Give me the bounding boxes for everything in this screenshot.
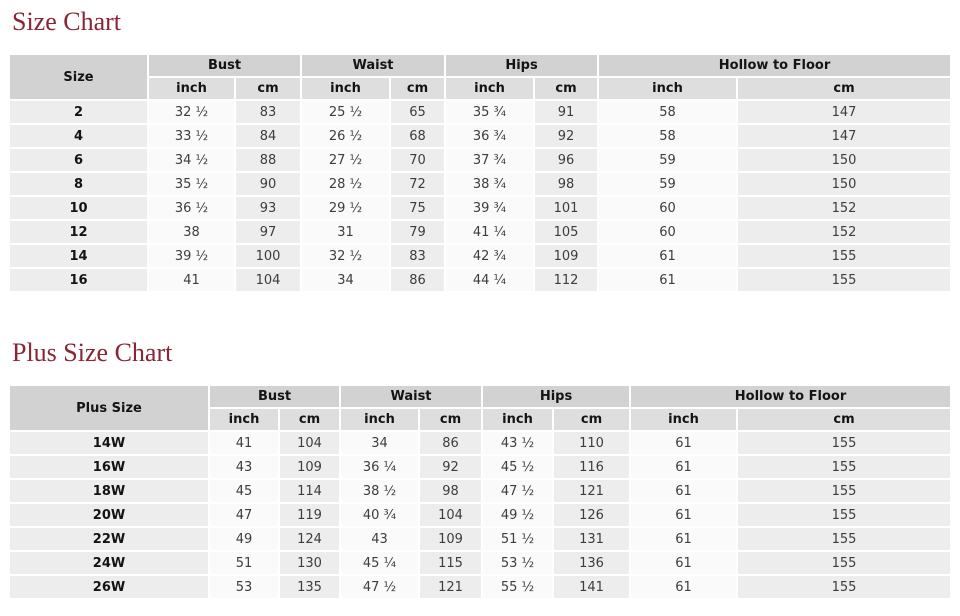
measurement-cell: 51 [210, 552, 278, 574]
size-id-cell: 16W [10, 456, 208, 478]
size-id-cell: 2 [10, 101, 147, 123]
size-id-cell: 22W [10, 528, 208, 550]
measurement-cell: 58 [599, 101, 736, 123]
measurement-cell: 152 [738, 221, 950, 243]
measurement-cell: 91 [535, 101, 597, 123]
table-row [10, 221, 950, 243]
size-id-cell: 14 [10, 245, 147, 267]
measure-group-header: Bust [149, 55, 300, 76]
measurement-cell: 38 ½ [341, 480, 418, 502]
size-id-cell: 12 [10, 221, 147, 243]
measurement-cell: 33 ½ [149, 125, 234, 147]
unit-header: cm [391, 78, 444, 99]
measurement-cell: 75 [391, 197, 444, 219]
measurement-cell: 124 [280, 528, 339, 550]
measurement-cell: 131 [554, 528, 629, 550]
size-chart-table-header [10, 55, 950, 99]
measurement-cell: 36 ½ [149, 197, 234, 219]
measurement-cell: 55 ½ [483, 576, 552, 598]
unit-header: cm [280, 409, 339, 430]
measurement-cell: 104 [420, 504, 481, 526]
measurement-cell: 155 [738, 552, 950, 574]
table-row [10, 456, 950, 478]
unit-header: inch [302, 78, 389, 99]
measurement-cell: 86 [391, 269, 444, 291]
measurement-cell: 105 [535, 221, 597, 243]
size-id-cell: 6 [10, 149, 147, 171]
size-id-cell: 26W [10, 576, 208, 598]
measurement-cell: 83 [391, 245, 444, 267]
measurement-cell: 109 [420, 528, 481, 550]
size-id-cell: 18W [10, 480, 208, 502]
measurement-cell: 29 ½ [302, 197, 389, 219]
measure-group-header: Hips [483, 386, 629, 407]
size-id-cell: 24W [10, 552, 208, 574]
unit-header: cm [738, 409, 950, 430]
header-group-row [10, 55, 950, 76]
measurement-cell: 26 ½ [302, 125, 389, 147]
measurement-cell: 40 ¾ [341, 504, 418, 526]
measurement-cell: 93 [236, 197, 300, 219]
measurement-cell: 121 [420, 576, 481, 598]
measurement-cell: 109 [280, 456, 339, 478]
measurement-cell: 152 [738, 197, 950, 219]
measurement-cell: 25 ½ [302, 101, 389, 123]
measurement-cell: 79 [391, 221, 444, 243]
unit-header: cm [535, 78, 597, 99]
measurement-cell: 61 [599, 269, 736, 291]
measurement-cell: 38 ¾ [446, 173, 533, 195]
unit-header: cm [420, 409, 481, 430]
measurement-cell: 42 ¾ [446, 245, 533, 267]
measure-group-header: Waist [302, 55, 444, 76]
measurement-cell: 155 [738, 528, 950, 550]
measurement-cell: 97 [236, 221, 300, 243]
header-unit-row [10, 78, 950, 99]
id-column-header: Plus Size [10, 386, 208, 430]
measurement-cell: 141 [554, 576, 629, 598]
measurement-cell: 155 [738, 432, 950, 454]
measurement-cell: 86 [420, 432, 481, 454]
measurement-cell: 61 [631, 432, 736, 454]
measurement-cell: 47 ½ [341, 576, 418, 598]
measurement-cell: 109 [535, 245, 597, 267]
unit-header: inch [483, 409, 552, 430]
measurement-cell: 84 [236, 125, 300, 147]
unit-header: cm [236, 78, 300, 99]
measurement-cell: 92 [535, 125, 597, 147]
unit-header: inch [149, 78, 234, 99]
unit-header: cm [738, 78, 950, 99]
measurement-cell: 35 ¾ [446, 101, 533, 123]
measure-group-header: Hips [446, 55, 597, 76]
table-row [10, 197, 950, 219]
measurement-cell: 92 [420, 456, 481, 478]
measurement-cell: 155 [738, 456, 950, 478]
measurement-cell: 34 [302, 269, 389, 291]
measurement-cell: 43 ½ [483, 432, 552, 454]
size-id-cell: 16 [10, 269, 147, 291]
measurement-cell: 90 [236, 173, 300, 195]
size-id-cell: 20W [10, 504, 208, 526]
measurement-cell: 150 [738, 173, 950, 195]
measurement-cell: 36 ¼ [341, 456, 418, 478]
size-chart-title: Size Chart [12, 7, 122, 36]
table-row [10, 528, 950, 550]
unit-header: inch [599, 78, 736, 99]
measurement-cell: 44 ¼ [446, 269, 533, 291]
measurement-cell: 60 [599, 221, 736, 243]
measurement-cell: 83 [236, 101, 300, 123]
measurement-cell: 38 [149, 221, 234, 243]
measurement-cell: 36 ¾ [446, 125, 533, 147]
measurement-cell: 121 [554, 480, 629, 502]
measurement-cell: 49 [210, 528, 278, 550]
size-id-cell: 8 [10, 173, 147, 195]
measurement-cell: 98 [535, 173, 597, 195]
plus-size-chart-table-header [10, 386, 950, 430]
plus-size-chart-title: Plus Size Chart [12, 338, 173, 368]
measurement-cell: 59 [599, 173, 736, 195]
table-row [10, 504, 950, 526]
measurement-cell: 88 [236, 149, 300, 171]
measurement-cell: 65 [391, 101, 444, 123]
measurement-cell: 72 [391, 173, 444, 195]
measurement-cell: 68 [391, 125, 444, 147]
measurement-cell: 119 [280, 504, 339, 526]
measurement-cell: 32 ½ [149, 101, 234, 123]
measurement-cell: 136 [554, 552, 629, 574]
measurement-cell: 104 [236, 269, 300, 291]
measurement-cell: 45 ½ [483, 456, 552, 478]
measurement-cell: 53 [210, 576, 278, 598]
size-id-cell: 14W [10, 432, 208, 454]
measure-group-header: Waist [341, 386, 481, 407]
measurement-cell: 34 ½ [149, 149, 234, 171]
measurement-cell: 60 [599, 197, 736, 219]
size-chart-table-body [10, 101, 950, 291]
measurement-cell: 155 [738, 576, 950, 598]
plus-size-chart-table-body [10, 432, 950, 598]
measurement-cell: 61 [631, 576, 736, 598]
unit-header: inch [210, 409, 278, 430]
measurement-cell: 100 [236, 245, 300, 267]
measurement-cell: 45 ¼ [341, 552, 418, 574]
measurement-cell: 61 [631, 528, 736, 550]
measurement-cell: 130 [280, 552, 339, 574]
measurement-cell: 135 [280, 576, 339, 598]
measurement-cell: 53 ½ [483, 552, 552, 574]
measurement-cell: 61 [631, 504, 736, 526]
table-row [10, 101, 950, 123]
measure-group-header: Bust [210, 386, 339, 407]
measurement-cell: 34 [341, 432, 418, 454]
measurement-cell: 101 [535, 197, 597, 219]
measurement-cell: 39 ½ [149, 245, 234, 267]
measurement-cell: 155 [738, 269, 950, 291]
header-group-row [10, 386, 950, 407]
measurement-cell: 59 [599, 149, 736, 171]
id-column-header: Size [10, 55, 147, 99]
measurement-cell: 35 ½ [149, 173, 234, 195]
measurement-cell: 110 [554, 432, 629, 454]
table-row [10, 432, 950, 454]
measurement-cell: 37 ¾ [446, 149, 533, 171]
plus-size-chart-table [8, 384, 952, 600]
measurement-cell: 28 ½ [302, 173, 389, 195]
table-row [10, 269, 950, 291]
measure-group-header: Hollow to Floor [631, 386, 950, 407]
table-row [10, 245, 950, 267]
unit-header: inch [341, 409, 418, 430]
measurement-cell: 98 [420, 480, 481, 502]
measurement-cell: 155 [738, 504, 950, 526]
measurement-cell: 32 ½ [302, 245, 389, 267]
measurement-cell: 47 [210, 504, 278, 526]
table-row [10, 576, 950, 598]
unit-header: inch [631, 409, 736, 430]
measurement-cell: 41 ¼ [446, 221, 533, 243]
measurement-cell: 147 [738, 101, 950, 123]
measurement-cell: 155 [738, 245, 950, 267]
table-row [10, 149, 950, 171]
measurement-cell: 150 [738, 149, 950, 171]
measurement-cell: 41 [149, 269, 234, 291]
measurement-cell: 155 [738, 480, 950, 502]
measurement-cell: 58 [599, 125, 736, 147]
measurement-cell: 61 [599, 245, 736, 267]
measure-group-header: Hollow to Floor [599, 55, 950, 76]
size-id-cell: 4 [10, 125, 147, 147]
table-row [10, 480, 950, 502]
measurement-cell: 31 [302, 221, 389, 243]
measurement-cell: 104 [280, 432, 339, 454]
measurement-cell: 51 ½ [483, 528, 552, 550]
measurement-cell: 61 [631, 456, 736, 478]
measurement-cell: 47 ½ [483, 480, 552, 502]
measurement-cell: 43 [341, 528, 418, 550]
measurement-cell: 70 [391, 149, 444, 171]
measurement-cell: 114 [280, 480, 339, 502]
unit-header: cm [554, 409, 629, 430]
measurement-cell: 116 [554, 456, 629, 478]
measurement-cell: 96 [535, 149, 597, 171]
measurement-cell: 61 [631, 552, 736, 574]
size-id-cell: 10 [10, 197, 147, 219]
measurement-cell: 61 [631, 480, 736, 502]
measurement-cell: 115 [420, 552, 481, 574]
size-chart-table [8, 53, 952, 293]
measurement-cell: 39 ¾ [446, 197, 533, 219]
table-row [10, 125, 950, 147]
measurement-cell: 27 ½ [302, 149, 389, 171]
measurement-cell: 147 [738, 125, 950, 147]
measurement-cell: 43 [210, 456, 278, 478]
unit-header: inch [446, 78, 533, 99]
measurement-cell: 112 [535, 269, 597, 291]
measurement-cell: 49 ½ [483, 504, 552, 526]
measurement-cell: 41 [210, 432, 278, 454]
table-row [10, 173, 950, 195]
measurement-cell: 126 [554, 504, 629, 526]
measurement-cell: 45 [210, 480, 278, 502]
table-row [10, 552, 950, 574]
